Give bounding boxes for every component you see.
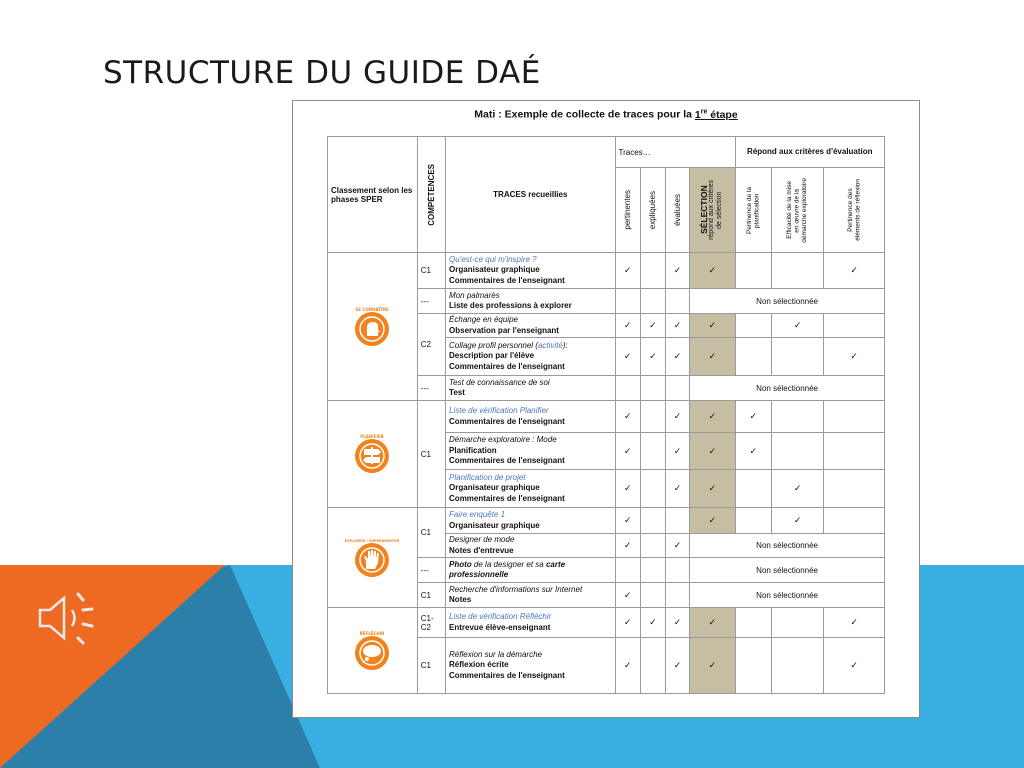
check-cell-empty	[735, 470, 771, 508]
check-cell: ✓	[615, 338, 640, 376]
trace-item: Notes	[449, 595, 472, 604]
check-cell: ✓	[824, 338, 885, 376]
check-cell-empty	[735, 638, 771, 694]
header-c3-line1: Pertinence des	[846, 188, 854, 232]
check-cell-empty	[640, 558, 665, 583]
check-cell: ✓	[824, 253, 885, 289]
check-cell: ✓	[615, 433, 640, 470]
competence-cell: C2	[417, 314, 445, 376]
header-evaluees-text: évaluées	[673, 193, 683, 227]
check-cell: ✓	[690, 470, 735, 508]
check-cell-empty	[735, 338, 771, 376]
competence-cell: C1	[417, 253, 445, 289]
trace-cell	[446, 583, 616, 608]
check-cell: ✓	[824, 638, 885, 694]
check-cell-empty	[640, 583, 665, 608]
check-cell: ✓	[690, 314, 735, 338]
check-cell: ✓	[690, 508, 735, 534]
check-cell-empty	[640, 253, 665, 289]
trace-cell	[446, 534, 616, 558]
check-cell: ✓	[665, 608, 689, 638]
check-cell: ✓	[771, 470, 823, 508]
trace-item: carte	[545, 559, 566, 569]
header-competences-text: COMPÉTENCES	[426, 163, 436, 226]
check-cell-empty	[771, 253, 823, 289]
competence-cell: C1	[417, 583, 445, 608]
trace-note: Recherche d'informations sur Internet	[449, 584, 583, 594]
phase-cell-se-connaitre	[328, 253, 418, 401]
trace-cell	[446, 608, 616, 638]
phase-label-se-connaitre: SE CONNAÎTRE	[355, 306, 389, 312]
trace-cell	[446, 338, 616, 376]
check-cell: ✓	[615, 534, 640, 558]
check-cell-empty	[640, 508, 665, 534]
header-col-pertinentes	[615, 168, 640, 253]
check-cell: ✓	[640, 608, 665, 638]
table-row	[328, 608, 885, 638]
trace-item: Organisateur graphique	[449, 265, 540, 275]
trace-link[interactable]: Planification de projet	[449, 472, 526, 482]
check-cell: ✓	[665, 433, 689, 470]
trace-cell	[446, 433, 616, 470]
check-cell: ✓	[665, 338, 689, 376]
check-cell-empty	[640, 433, 665, 470]
check-cell: ✓	[665, 314, 689, 338]
trace-item: Organisateur graphique	[449, 520, 540, 530]
header-c2-line3: démarche exploratoire	[801, 177, 809, 243]
header-phase: Classement selon les phases SPER	[328, 137, 418, 253]
check-cell-empty	[640, 470, 665, 508]
check-cell-empty	[665, 558, 689, 583]
check-cell-empty	[615, 376, 640, 401]
header-criteres-group: Répond aux critères d'évaluation	[735, 137, 884, 168]
trace-item: professionnelle	[449, 570, 509, 579]
check-cell-empty	[771, 638, 823, 694]
traces-table	[327, 136, 885, 694]
trace-item: Test	[449, 388, 465, 397]
header-col-critere-2	[771, 168, 823, 253]
speaker-icon[interactable]	[36, 588, 106, 648]
trace-cell	[446, 289, 616, 314]
trace-cell	[446, 376, 616, 401]
trace-cell	[446, 638, 616, 694]
header-expliquees-text: expliquées	[648, 190, 658, 230]
trace-item: Description par l'élève	[449, 351, 535, 361]
check-cell: ✓	[665, 401, 689, 433]
check-cell-empty	[824, 433, 885, 470]
check-cell-empty	[640, 638, 665, 694]
competence-cell: C1-C2	[417, 608, 445, 638]
trace-item: Photo	[449, 559, 472, 569]
check-cell-empty	[665, 508, 689, 534]
header-selection-sub2: de sélection	[716, 191, 724, 229]
embedded-document	[292, 100, 920, 718]
trace-note: Mon palmarès	[449, 290, 500, 300]
header-selection-title: SÉLECTION	[699, 185, 710, 235]
trace-item: Réflexion écrite	[449, 660, 509, 670]
header-c3-line2: éléments de réflexion	[854, 179, 862, 241]
check-cell: ✓	[735, 433, 771, 470]
check-cell: ✓	[615, 253, 640, 289]
check-cell-empty	[824, 470, 885, 508]
check-cell-empty	[824, 508, 885, 534]
check-cell: ✓	[615, 401, 640, 433]
trace-note: Réflexion sur la démarche	[449, 649, 542, 659]
check-cell: ✓	[735, 401, 771, 433]
not-selected-cell: Non sélectionnée	[690, 534, 885, 558]
check-cell: ✓	[615, 608, 640, 638]
competence-cell: C1	[417, 508, 445, 558]
trace-note: Designer de mode	[449, 535, 515, 544]
not-selected-cell: Non sélectionnée	[690, 583, 885, 608]
trace-cell	[446, 558, 616, 583]
trace-note: de la designer et sa	[471, 559, 546, 569]
competence-cell: C1	[417, 401, 445, 508]
check-cell: ✓	[640, 314, 665, 338]
check-cell: ✓	[640, 338, 665, 376]
check-cell: ✓	[615, 314, 640, 338]
trace-note: Collage profil personnel (	[449, 340, 538, 350]
header-c2-line1: Efficacité de la mise	[786, 181, 794, 239]
check-cell: ✓	[690, 608, 735, 638]
check-cell-empty	[771, 608, 823, 638]
trace-cell	[446, 314, 616, 338]
check-cell: ✓	[665, 470, 689, 508]
phase-cell-planifier	[328, 401, 418, 508]
trace-note-end: ):	[562, 340, 568, 350]
check-cell-empty	[735, 508, 771, 534]
competence-cell: C1	[417, 638, 445, 694]
check-cell-empty	[665, 376, 689, 401]
check-cell: ✓	[690, 338, 735, 376]
check-cell: ✓	[615, 470, 640, 508]
check-cell: ✓	[665, 638, 689, 694]
check-cell: ✓	[690, 253, 735, 289]
thought-bubble-icon	[350, 629, 394, 673]
competence-cell: ---	[417, 289, 445, 314]
header-selection-sub1: répond aux critères	[708, 180, 716, 240]
check-cell: ✓	[665, 534, 689, 558]
phase-label-reflechir: RÉFLÉCHIR	[360, 630, 385, 636]
check-cell: ✓	[824, 608, 885, 638]
trace-note: Démarche exploratoire : Mode	[449, 435, 557, 445]
check-cell-empty	[665, 289, 689, 314]
check-cell-empty	[824, 314, 885, 338]
check-cell-empty	[735, 608, 771, 638]
trace-cell	[446, 470, 616, 508]
signpost-icon	[350, 432, 394, 476]
header-c2-line2: en œuvre de la	[793, 188, 801, 232]
trace-item: Commentaires de l'enseignant	[449, 493, 565, 503]
phase-label-explorer: EXPLORER / EXPÉRIMENTER	[345, 538, 400, 543]
check-cell: ✓	[665, 253, 689, 289]
header-traces-recueillies: TRACES recueillies	[446, 137, 616, 253]
header-col-selection	[690, 168, 735, 253]
check-cell: ✓	[771, 508, 823, 534]
trace-note: Test de connaissance de soi	[449, 377, 550, 387]
competence-cell: ---	[417, 558, 445, 583]
header-pertinentes-text: pertinentes	[623, 190, 633, 230]
header-col-expliquees	[640, 168, 665, 253]
trace-cell	[446, 401, 616, 433]
check-cell-empty	[640, 534, 665, 558]
trace-item: Organisateur graphique	[449, 483, 540, 493]
check-cell-empty	[824, 401, 885, 433]
check-cell-empty	[615, 289, 640, 314]
trace-link[interactable]: Liste de vérification Planifier	[449, 406, 549, 415]
trace-item: Commentaires de l'enseignant	[449, 670, 565, 680]
trace-item: Commentaires de l'enseignant	[449, 416, 565, 426]
trace-item: Liste des professions à explorer	[449, 301, 572, 310]
check-cell-empty	[771, 401, 823, 433]
header-col-critere-1	[735, 168, 771, 253]
check-cell-empty	[640, 376, 665, 401]
trace-item: Planification	[449, 445, 497, 455]
trace-item: Commentaires de l'enseignant	[449, 456, 565, 466]
header-competences	[417, 137, 445, 253]
table-row	[328, 253, 885, 289]
trace-item: Entrevue élève-enseignant	[449, 622, 551, 632]
head-icon	[350, 305, 394, 349]
check-cell-empty	[771, 338, 823, 376]
check-cell-empty	[771, 433, 823, 470]
trace-link[interactable]: Liste de vérification Réfléchir	[449, 612, 552, 621]
trace-link[interactable]: Qu'est-ce qui m'inspire ?	[449, 254, 537, 264]
activity-link[interactable]: activité	[537, 340, 563, 350]
not-selected-cell: Non sélectionnée	[690, 376, 885, 401]
doc-title-step	[695, 109, 738, 121]
header-col-critere-3	[824, 168, 885, 253]
doc-title-suffix: étape	[707, 108, 738, 121]
table-row	[328, 508, 885, 534]
hand-icon	[345, 536, 400, 580]
phase-label-planifier: PLANIFIER	[360, 434, 385, 439]
header-c1-line2: planification	[753, 192, 761, 228]
competence-cell: ---	[417, 376, 445, 401]
trace-item: Observation par l'enseignant	[449, 325, 559, 335]
check-cell-empty	[735, 253, 771, 289]
check-cell: ✓	[690, 638, 735, 694]
trace-cell	[446, 253, 616, 289]
header-c1-line1: Pertinence de la	[745, 186, 753, 234]
not-selected-cell: Non sélectionnée	[690, 558, 885, 583]
trace-cell	[446, 508, 616, 534]
check-cell: ✓	[690, 433, 735, 470]
trace-link[interactable]: Faire enquête 1	[449, 510, 506, 519]
header-traces-group: Traces…	[615, 137, 735, 168]
not-selected-cell: Non sélectionnée	[690, 289, 885, 314]
trace-item: Commentaires de l'enseignant	[449, 361, 565, 371]
header-col-evaluees	[665, 168, 689, 253]
check-cell: ✓	[615, 508, 640, 534]
phase-cell-reflechir	[328, 608, 418, 694]
document-title	[293, 108, 919, 121]
trace-item: Commentaires de l'enseignant	[449, 275, 565, 285]
doc-title-sup: re	[700, 108, 708, 115]
check-cell-empty	[735, 314, 771, 338]
check-cell: ✓	[615, 583, 640, 608]
check-cell-empty	[615, 558, 640, 583]
check-cell-empty	[640, 401, 665, 433]
check-cell-empty	[665, 583, 689, 608]
phase-cell-explorer	[328, 508, 418, 608]
check-cell: ✓	[615, 638, 640, 694]
trace-item: Notes d'entrevue	[449, 545, 514, 555]
check-cell-empty	[640, 289, 665, 314]
slide-title: STRUCTURE DU GUIDE DAÉ	[103, 55, 541, 91]
table-row	[328, 401, 885, 433]
doc-title-text: Mati : Exemple de collecte de traces pour la	[474, 108, 695, 121]
check-cell: ✓	[690, 401, 735, 433]
trace-note: Échange en équipe	[449, 315, 518, 324]
doc-title-num: 1	[694, 108, 701, 121]
check-cell: ✓	[771, 314, 823, 338]
